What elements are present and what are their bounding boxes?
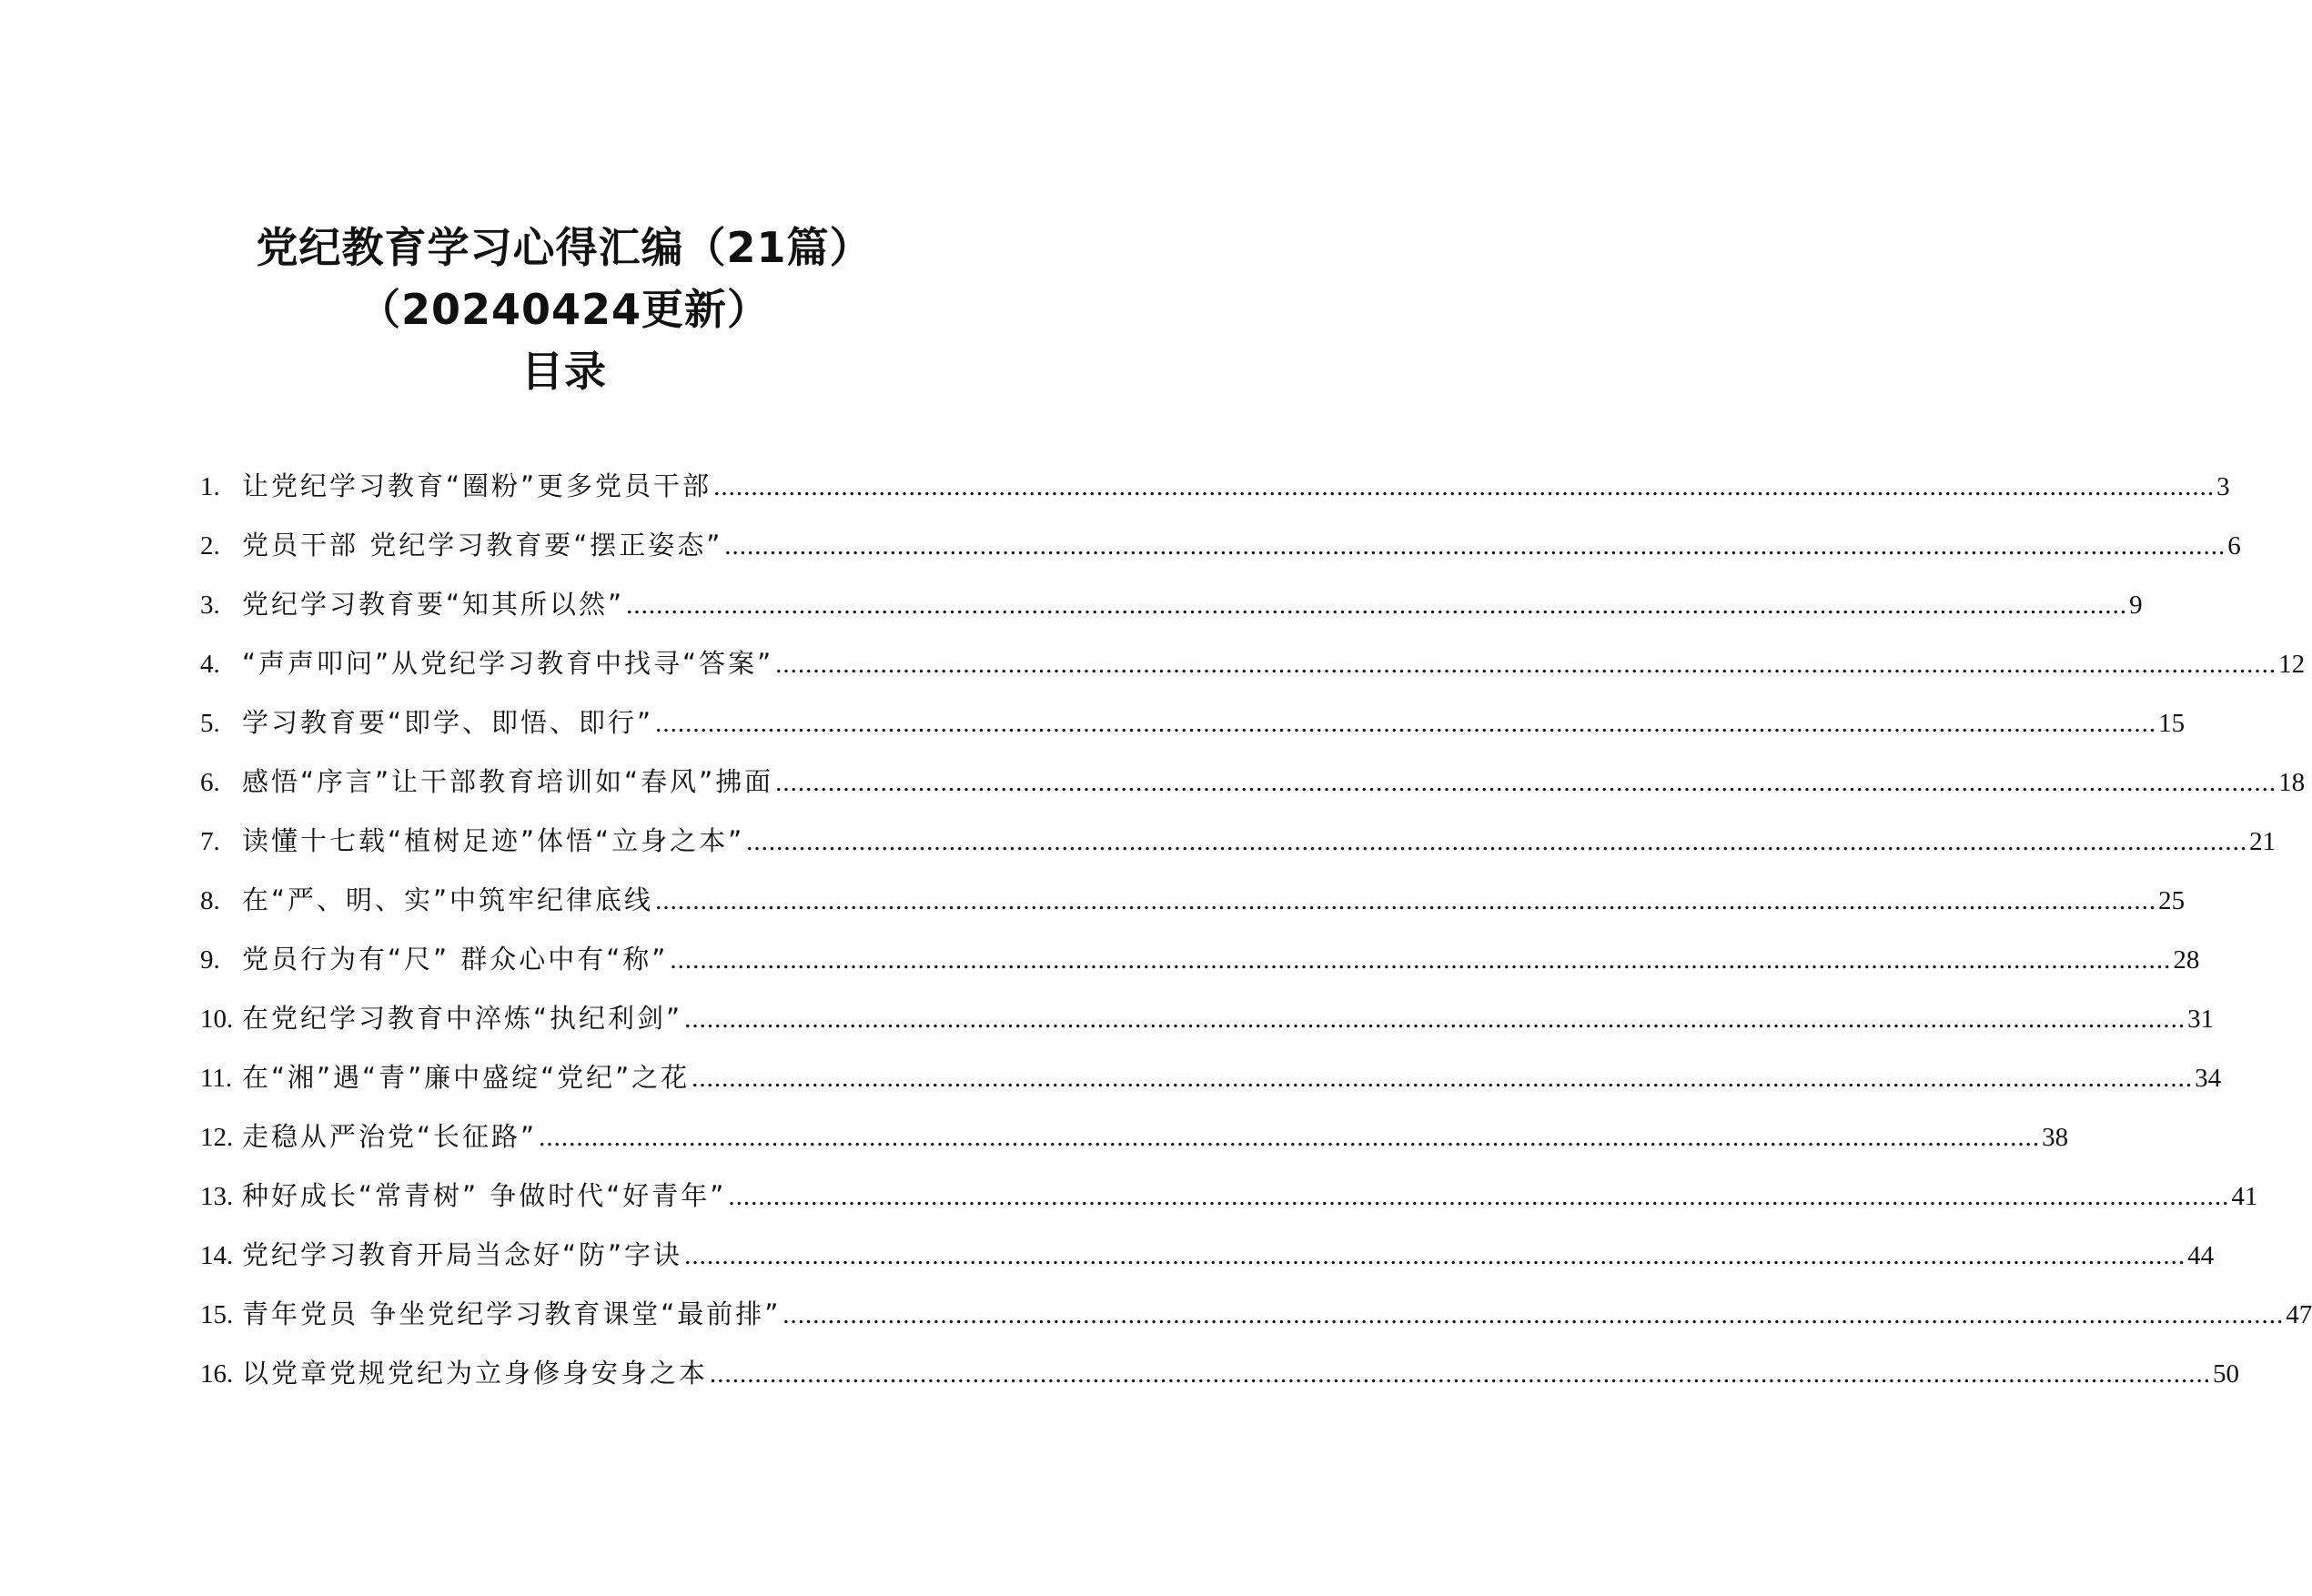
toc-entry-title: 在党纪学习教育中淬炼“执纪利剑” <box>242 1003 683 1034</box>
toc-entry-number: 14. <box>200 1241 234 1270</box>
toc-entry-title: 以党章党规党纪为立身修身安身之本 <box>242 1358 709 1389</box>
toc-entry-12[interactable] <box>200 1116 2069 1176</box>
document-update-date: （20240424更新） <box>358 285 771 334</box>
toc-entry-page: 18 <box>2278 768 2306 797</box>
toc-entry-13[interactable] <box>200 1176 2258 1235</box>
toc-entry-number: 8. <box>200 886 220 915</box>
toc-entry-4[interactable] <box>200 643 2306 702</box>
toc-entry-number: 6. <box>200 768 220 797</box>
toc-entry-10[interactable] <box>200 998 2215 1057</box>
toc-entry-title: 党纪学习教育开局当念好“防”字诀 <box>242 1239 683 1270</box>
toc-entry-title: 感悟“序言”让干部教育培训如“春风”拂面 <box>242 766 774 797</box>
toc-entry-1[interactable] <box>200 466 2230 525</box>
toc-entry-title: 在“严、明、实”中筑牢纪律底线 <box>242 884 654 915</box>
toc-entry-page: 34 <box>2195 1064 2222 1093</box>
toc-entry-14[interactable] <box>200 1235 2215 1294</box>
toc-entry-5[interactable] <box>200 702 2186 762</box>
toc-entry-number: 11. <box>200 1064 233 1093</box>
toc-dot-leader <box>626 591 2127 621</box>
toc-entry-page: 50 <box>2213 1359 2240 1389</box>
toc-entry-title: 党员行为有“尺” 群众心中有“称” <box>242 944 669 975</box>
toc-entry-title: 学习教育要“即学、即悟、即行” <box>242 707 654 738</box>
toc-entry-number: 9. <box>200 945 220 975</box>
toc-dot-leader <box>724 531 2226 561</box>
toc-dot-leader <box>692 1064 2193 1094</box>
toc-entry-9[interactable] <box>200 939 2200 998</box>
toc-entry-page: 44 <box>2187 1241 2215 1270</box>
toc-entry-title: 在“湘”遇“青”廉中盛绽“党纪”之花 <box>242 1062 691 1093</box>
table-of-contents <box>200 466 2312 1412</box>
toc-entry-number: 7. <box>200 827 220 856</box>
toc-entry-page: 9 <box>2129 591 2143 620</box>
toc-dot-leader <box>775 768 2277 798</box>
toc-entry-number: 10. <box>200 1005 234 1034</box>
toc-entry-title: 让党纪学习教育“圈粉”更多党员干部 <box>242 470 712 501</box>
toc-entry-title: 党纪学习教育要“知其所以然” <box>242 589 625 620</box>
toc-entry-page: 25 <box>2158 886 2186 915</box>
toc-entry-number: 3. <box>200 591 220 620</box>
toc-entry-page: 41 <box>2231 1182 2258 1211</box>
toc-entry-page: 12 <box>2278 650 2306 679</box>
toc-entry-page: 21 <box>2249 827 2277 856</box>
toc-entry-number: 15. <box>200 1300 234 1329</box>
toc-entry-2[interactable] <box>200 525 2241 584</box>
toc-entry-title: 党员干部 党纪学习教育要“摆正姿态” <box>242 530 723 561</box>
toc-entry-page: 6 <box>2227 531 2241 561</box>
toc-entry-title: 走稳从严治党“长征路” <box>242 1121 538 1152</box>
toc-entry-number: 5. <box>200 709 220 738</box>
toc-dot-leader <box>655 886 2156 916</box>
toc-entry-11[interactable] <box>200 1057 2222 1116</box>
toc-dot-leader <box>670 945 2171 975</box>
toc-entry-number: 12. <box>200 1123 234 1152</box>
toc-dot-leader <box>684 1005 2186 1035</box>
toc-entry-page: 47 <box>2286 1300 2312 1329</box>
toc-entry-16[interactable] <box>200 1353 2240 1412</box>
toc-entry-15[interactable] <box>200 1294 2312 1353</box>
toc-entry-number: 13. <box>200 1182 234 1211</box>
toc-entry-page: 31 <box>2187 1005 2215 1034</box>
toc-dot-leader <box>728 1182 2229 1212</box>
toc-entry-page: 3 <box>2216 472 2230 501</box>
toc-dot-leader <box>713 472 2215 502</box>
toc-entry-3[interactable] <box>200 584 2143 643</box>
toc-entry-number: 2. <box>200 531 220 561</box>
toc-entry-page: 38 <box>2042 1123 2069 1152</box>
toc-entry-title: 读懂十七载“植树足迹”体悟“立身之本” <box>242 825 745 856</box>
toc-entry-8[interactable] <box>200 880 2186 939</box>
toc-entry-title: “声声叩问”从党纪学习教育中找寻“答案” <box>242 648 774 679</box>
toc-dot-leader <box>684 1241 2186 1271</box>
toc-entry-page: 28 <box>2173 945 2200 975</box>
toc-dot-leader <box>782 1300 2284 1330</box>
toc-entry-7[interactable] <box>200 821 2277 880</box>
toc-entry-title: 青年党员 争坐党纪学习教育课堂“最前排” <box>242 1298 782 1329</box>
toc-dot-leader <box>539 1123 2040 1153</box>
toc-entry-6[interactable] <box>200 762 2306 821</box>
toc-entry-number: 1. <box>200 472 220 501</box>
document-title-block <box>0 217 1128 402</box>
toc-dot-leader <box>710 1359 2211 1389</box>
document-title: 党纪教育学习心得汇编（21篇） <box>256 223 873 272</box>
toc-dot-leader <box>775 650 2277 680</box>
toc-entry-title: 种好成长“常青树” 争做时代“好青年” <box>242 1180 727 1211</box>
toc-heading: 目录 <box>521 347 607 396</box>
toc-entry-number: 16. <box>200 1359 234 1389</box>
toc-entry-page: 15 <box>2158 709 2186 738</box>
toc-dot-leader <box>746 827 2247 857</box>
toc-dot-leader <box>655 709 2156 739</box>
toc-entry-number: 4. <box>200 650 220 679</box>
